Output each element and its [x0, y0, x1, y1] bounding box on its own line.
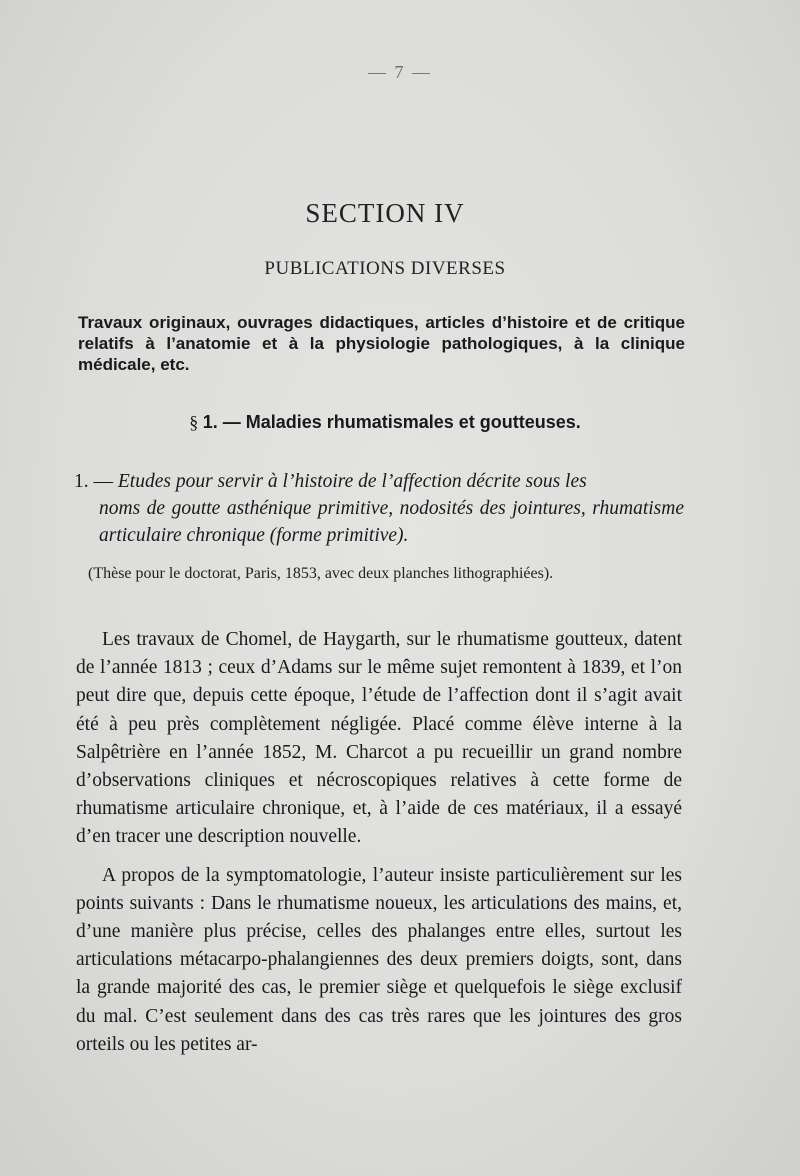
sub-title: PUBLICATIONS DIVERSES [264, 258, 506, 279]
entry-title-rest: noms de goutte asthénique primitive, nodosités des jointures, rhumatisme articulaire chronique (forme primitive). [99, 498, 684, 546]
entry-note: (Thèse pour le doctorat, Paris, 1853, avec deux planches lithographiées). [88, 565, 554, 582]
bibliography-entry [74, 468, 684, 549]
section-title: SECTION IV [305, 198, 465, 228]
paragraph: Les travaux de Chomel, de Haygarth, sur le rhumatisme goutteux, datent de l’année 1813 ; ceux d’Adams sur le même sujet remontent à 1839, et l’on peut dire que, depuis cette époque, l’étude de l’affection dont il s’agit avait été à peu près complètement négligée. Placé comme élève interne à la Salpêtrière en l’année 1852, M. Charcot a pu recueillir un grand nombre d’observations cliniques et nécroscopiques relatives à cette forme de rhumatisme articulaire chronique, et, à l’aide de ces matériaux, il a essayé d’en tracer une description nouvelle. [76, 629, 682, 848]
section-heading [0, 412, 770, 433]
page-number: — 7 — [368, 62, 432, 82]
intro-paragraph: Travaux originaux, ouvrages didactiques, articles d’histoire et de critique relatifs à l’anatomie et à la physiologie pathologiques, à la clinique médicale, etc. [78, 313, 685, 374]
body-text [76, 626, 682, 1069]
entry-number: 1. — [74, 471, 118, 492]
entry-title-line1: Etudes pour servir à l’histoire de l’affection décrite sous les [117, 471, 587, 492]
section-sign: § [189, 412, 203, 432]
paragraph: A propos de la symptomatologie, l’auteur insiste particulièrement sur les points suivants : Dans le rhumatisme noueux, les articulations des mains, et, d’une manière plus précise, celles des phalanges entre elles, surtout les articulations métacarpo-phalangiennes des deux premiers doigts, sont, dans la grande majorité des cas, le premier siège et quelquefois le siège exclusif du mal. C’est seulement dans des cas très rares que les jointures des gros orteils ou les petites ar- [76, 864, 682, 1055]
section-heading-label: 1. — Maladies rhumatismales et goutteuses. [202, 412, 581, 432]
